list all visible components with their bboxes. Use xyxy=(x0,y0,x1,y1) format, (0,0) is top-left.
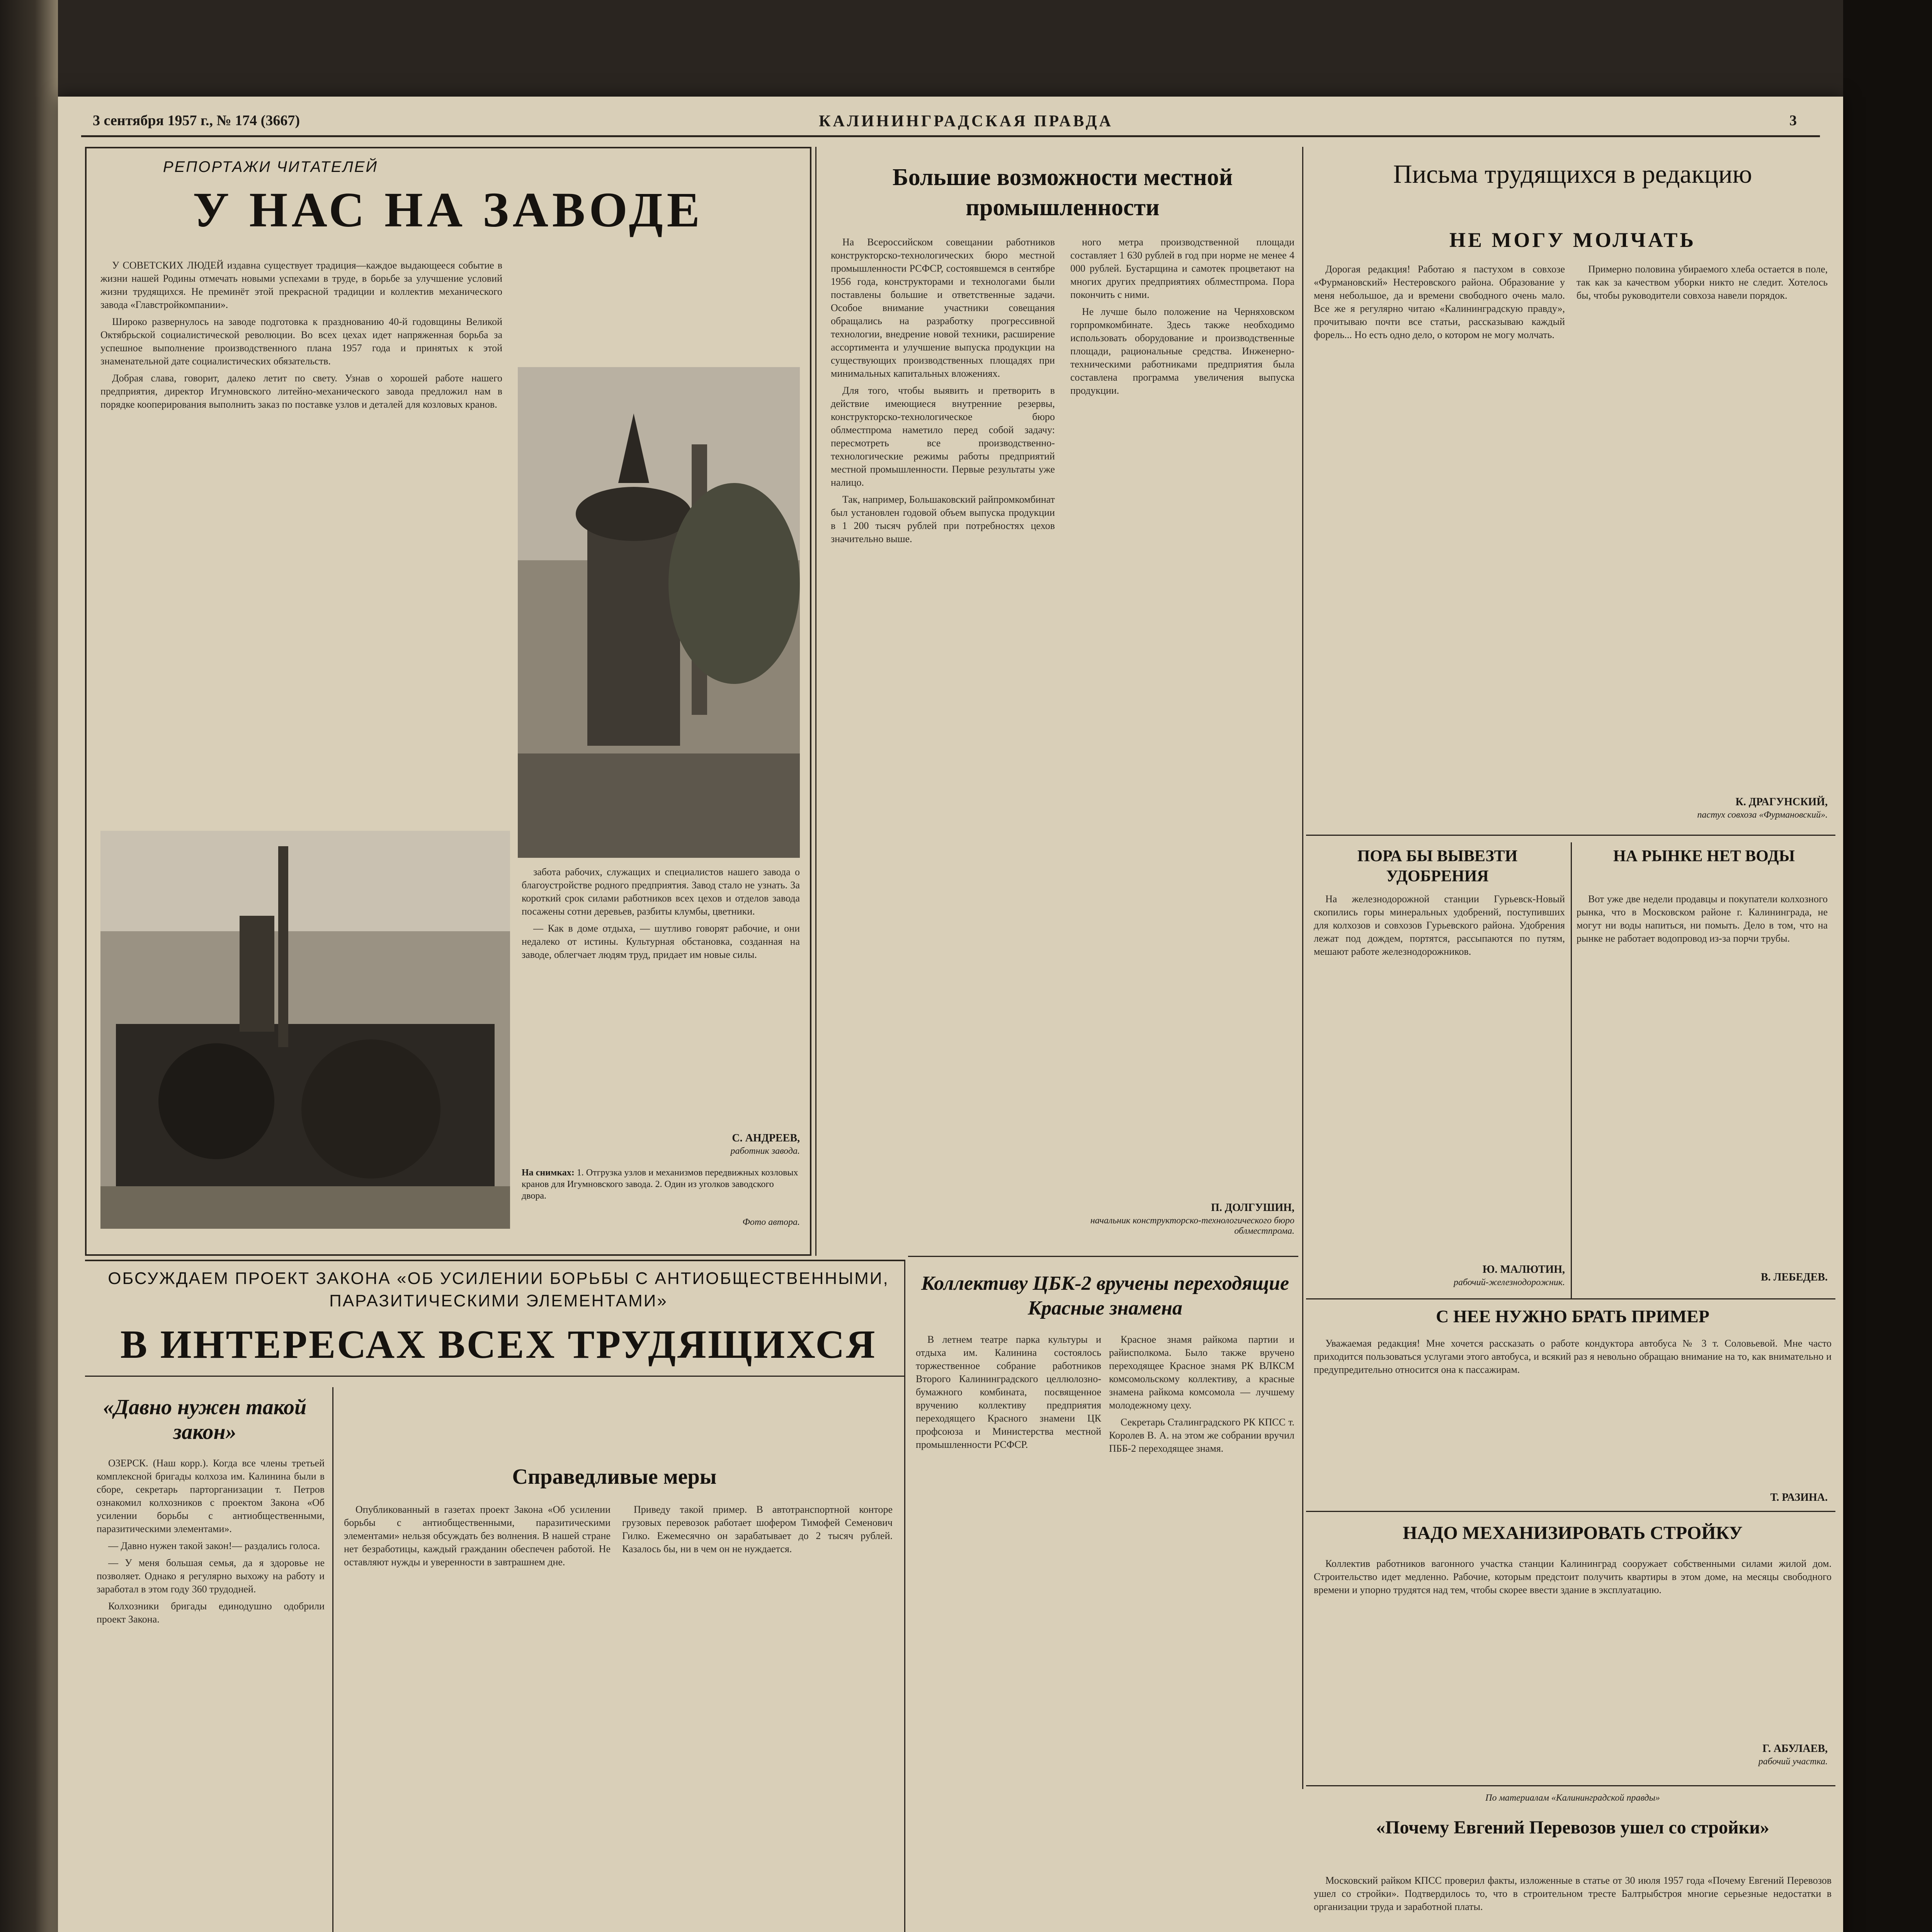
law-discussion-kicker: ОБСУЖДАЕМ ПРОЕКТ ЗАКОНА «ОБ УСИЛЕНИИ БОРЬБЫ С АНТИОБЩЕСТВЕННЫМИ, ПАРАЗИТИЧЕСКИМИ ЭЛЕМЕНТАМИ» xyxy=(108,1269,889,1310)
promysh-paragraph: Не лучше было положение на Черняховском горпромкомбинате. Здесь также необходимо использовать оборудование и производственные площади, рациональные средства. Инженерно-техническими работниками предприятия была составлена программа увеличения выпуска продукции. xyxy=(1070,306,1294,396)
caption-text: 1. Отгрузка узлов и механизмов передвижных козловых кранов для Игумновского завода. 2. Один из уголков заводского двора. xyxy=(522,1168,798,1201)
section-rule xyxy=(1306,1785,1835,1786)
cbk-paragraph: В летнем театре парка культуры и отдыха им. Калинина состоялось торжественное собрание работников Второго Калининградского целлюлозно-бумажного комбината, посвященное вручению коллективу предприятия переходящего Красного знамени ЦК профсоюза и Министерства местной промышленности РСФСР. xyxy=(916,1334,1101,1450)
issue-date: 3 сентября 1957 г., № 174 (3667) xyxy=(93,112,300,129)
newspaper-page xyxy=(58,97,1843,1932)
stroyka-headline: НАДО МЕХАНИЗИРОВАТЬ СТРОЙКУ xyxy=(1403,1523,1743,1543)
zavod-photo-caption xyxy=(522,1167,800,1202)
davno-paragraph: ОЗЕРСК. (Наш корр.). Когда все члены третьей комплексной бригады колхоза им. Калинина были в сборе, секретарь парторганизации т. Петров ознакомил колхозников с проектом Закона «Об усилении борьбы с антиобщественными, паразитическими элементами». xyxy=(97,1458,325,1534)
ne-mogu-author: К. ДРАГУНСКИЙ, xyxy=(1735,796,1828,808)
scan-background xyxy=(1843,0,1932,1932)
promysh-body-right xyxy=(1070,236,1294,1186)
ne-mogu-body-right xyxy=(1577,263,1828,788)
zavod-paragraph: Добрая слава, говорит, далеко летит по свету. Узнав о хорошей работе нашего предприятия, директор Игумновского литейно-механического завода предложил нам в порядке кооперирования выполнить заказ по поставке узлов и деталей для козловых кранов. xyxy=(100,372,502,410)
photo-crane xyxy=(100,831,510,1229)
perevozov-body xyxy=(1314,1874,1832,1932)
davno-body xyxy=(97,1457,325,1932)
davno-headline: «Давно нужен такой закон» xyxy=(103,1395,307,1444)
pravda-materials-label: По материалам «Калининградской правды» xyxy=(1485,1793,1660,1803)
section-rule xyxy=(1306,1511,1835,1512)
zavod-kicker: РЕПОРТАЖИ ЧИТАТЕЛЕЙ xyxy=(163,158,378,175)
primer-paragraph: Уважаемая редакция! Мне хочется рассказать о работе кондуктора автобуса № 3 т. Соловьевой. Мне часто приходится пользоваться услугами этого автобуса, и всякий раз я невольно обращаю внимание на то, как внимательно и предупредительно относится она к пассажирам. xyxy=(1314,1338,1832,1375)
davno-paragraph: — Давно нужен такой закон!— раздались голоса. xyxy=(108,1540,320,1551)
column-rule xyxy=(815,147,816,1256)
stroyka-body xyxy=(1314,1557,1832,1735)
zavod-paragraph: Широко развернулось на заводе подготовка к празднованию 40-й годовщины Великой Октябрьской социалистической революции. Во всех цехах идет напряженная борьба за успешное выполнение производственного плана 1957 года и принятых к этой знаменательной дате социалистических обязательств. xyxy=(100,316,502,367)
photo-monument-image xyxy=(518,367,800,858)
header-rule xyxy=(81,135,1820,137)
ne-mogu-body-left xyxy=(1314,263,1565,819)
cbk-body-right xyxy=(1109,1333,1294,1932)
cbk-paragraph: Секретарь Сталинградского РК КПСС т. Королев В. А. на этом же собрании вручил ПББ-2 переходящее знамя. xyxy=(1109,1417,1294,1454)
caption-label: На снимках: xyxy=(522,1168,575,1178)
photo-crane-image xyxy=(100,831,510,1229)
davno-paragraph: — У меня большая семья, да я здоровье не позволяет. Однако я регулярно выхожу на работу и заработал в этом году 360 трудодней. xyxy=(97,1557,325,1595)
column-rule xyxy=(904,1260,905,1932)
zavod-body-right xyxy=(522,866,800,1121)
section-rule xyxy=(1306,1298,1835,1299)
udobreniya-headline: ПОРА БЫ ВЫВЕЗТИ УДОБРЕНИЯ xyxy=(1357,847,1518,885)
promysh-paragraph: На Всероссийском совещании работников конструкторско-технологических бюро местной промышленности РСФСР, состоявшемся в сентябре 1956 года, конструкторами и технологами были поставлены большие и ответственные задачи. Особое внимание участники совещания обращались на разработку прогрессивной технологии, внедрение новой техники, расширение ассортимента и улучшение выпуска продукции на существующих производственных площадях при минимальных капитальных вложениях. xyxy=(831,236,1055,379)
zavod-author: С. АНДРЕЕВ, xyxy=(732,1132,800,1144)
stroyka-author-role: рабочий участка. xyxy=(1758,1757,1828,1767)
udobreniya-author: Ю. МАЛЮТИН, xyxy=(1482,1264,1565,1276)
zavod-paragraph: забота рабочих, служащих и специалистов нашего завода о благоустройстве родного предприятия. Завод стало не узнать. За короткий срок силами работников всех цехов и отделов завода посажены сотни деревьев, разбиты клумбы, цветники. xyxy=(522,866,800,917)
zavod-photo-credit: Фото автора. xyxy=(742,1217,800,1227)
rynok-author: В. ЛЕБЕДЕВ. xyxy=(1760,1271,1828,1283)
column-rule xyxy=(1571,842,1572,1298)
stroyka-author: Г. АБУЛАЕВ, xyxy=(1762,1743,1828,1755)
zavod-body xyxy=(100,259,502,808)
perevozov-paragraph: Московский райком КПСС проверил факты, изложенные в статье от 30 июля 1957 года «Почему Евгений Перевозов ушел со стройки». Подтвердилось то, что в строительном тресте Балтрыбстроя многие серьезные недостатки в организации труда и заработной платы. xyxy=(1314,1875,1832,1912)
book-binding-gutter xyxy=(0,0,58,1932)
zavod-paragraph: — Как в доме отдыха, — шутливо говорят рабочие, и они недалеко от истины. Культурная обстановка, созданная на заводе, облегчает людям труд, придает им новые силы. xyxy=(522,923,800,960)
section-rule xyxy=(85,1260,904,1261)
letters-headline: Письма трудящихся в редакцию xyxy=(1393,159,1752,189)
udobreniya-body xyxy=(1314,893,1565,1256)
primer-body xyxy=(1314,1337,1832,1484)
promysh-headline: Большие возможности местной промышленности xyxy=(892,164,1233,221)
section-rule xyxy=(1306,835,1835,836)
photo-monument xyxy=(518,367,800,858)
stroyka-paragraph: Коллектив работников вагонного участка станции Калининград сооружает собственными силами жилой дом. Строительство идет медленно. Рабочие, которым предстоит получить квартиры в этом доме, на месяцы свободного времени и упорно трудятся над тем, чтобы скорее ввести здание в эксплуатацию. xyxy=(1314,1558,1832,1595)
udobreniya-paragraph: На железнодорожной станции Гурьевск-Новый скопились горы минеральных удобрений, поступивших для колхозов и совхозов Гурьевского района. Удобрения лежат под дождем, портятся, рассыпаются по путям, мешают работе железнодорожников. xyxy=(1314,893,1565,957)
ne-mogu-paragraph: Примерно половина убираемого хлеба остается в поле, так как за качеством уборки никто не следит. Хотелось бы, чтобы руководители совхоза навели порядок. xyxy=(1577,264,1828,301)
section-rule xyxy=(85,1376,904,1377)
perevozov-headline: «Почему Евгений Перевозов ушел со стройки» xyxy=(1376,1817,1769,1838)
promysh-author: П. ДОЛГУШИН, xyxy=(1211,1202,1294,1214)
promysh-paragraph: ного метра производственной площади составляет 1 630 рублей в год при норме не менее 4 000 рублей. Бустарщина и самотек процветают на многих других предприятиях облместпрома. Пора покончить с ними. xyxy=(1070,236,1294,300)
zavod-headline: У НАС НА ЗАВОДЕ xyxy=(193,182,704,237)
page-number: 3 xyxy=(1789,112,1797,129)
promysh-author-role: начальник конструкторско-технологического бюро облместпрома. xyxy=(1090,1216,1294,1236)
section-rule xyxy=(908,1256,1298,1257)
promysh-paragraph: Так, например, Большаковский райпромкомбинат был установлен годовой объем выпуска продукции в 1 200 тысяч рублей при потребностях цехов значительно выше. xyxy=(831,494,1055,544)
spravedlivye-body-right xyxy=(622,1503,893,1920)
cbk-headline: Коллективу ЦБК-2 вручены переходящие Красные знамена xyxy=(921,1272,1289,1319)
cbk-paragraph: Красное знамя райкома партии и райисполкома. Было также вручено переходящее Красное знамя РК ВЛКСМ комсомольскому коллективу, а красные знамена райкома комсомола — лучшему молодежному цеху. xyxy=(1109,1334,1294,1411)
promysh-paragraph: Для того, чтобы выявить и претворить в действие имеющиеся внутренние резервы, конструкторско-технологическое бюро облместпрома наметило перед собой задачу: пересмотреть все производственно-технологические режимы работы предприятий местной промышленности. Первые результаты уже налицо. xyxy=(831,385,1055,488)
rynok-body xyxy=(1577,893,1828,1256)
ne-mogu-author-role: пастух совхоза «Фурмановский». xyxy=(1697,810,1828,820)
column-rule xyxy=(332,1387,333,1932)
cbk-body-left xyxy=(916,1333,1101,1932)
promysh-body-left xyxy=(831,236,1055,1248)
spravedlivye-paragraph: Приведу такой пример. В автотранспортной конторе грузовых перевозок работает шофером Тимофей Семенович Гилко. Ежемесячно он зарабатывает до 2 тысяч рублей. Казалось бы, ни в чем он не нуждается. xyxy=(622,1504,893,1554)
newspaper-title: КАЛИНИНГРАДСКАЯ ПРАВДА xyxy=(819,112,1113,130)
column-rule xyxy=(1302,147,1303,1789)
udobreniya-author-role: рабочий-железнодорожник. xyxy=(1454,1277,1565,1287)
law-discussion-headline: В ИНТЕРЕСАХ ВСЕХ ТРУДЯЩИХСЯ xyxy=(120,1322,877,1367)
primer-headline: С НЕЕ НУЖНО БРАТЬ ПРИМЕР xyxy=(1436,1306,1709,1326)
davno-paragraph: Колхозники бригады единодушно одобрили проект Закона. xyxy=(97,1600,325,1625)
ne-mogu-paragraph: Дорогая редакция! Работаю я пастухом в совхозе «Фурмановский» Нестеровского района. Образование у меня небольшое, да и времени свободного очень мало. Все же я регулярно читаю «Калининградскую правду», прочитываю почти все статьи, рассказываю каждый форель... Но есть одно дело, о котором не могу молчать. xyxy=(1314,264,1565,340)
spravedlivye-headline: Справедливые меры xyxy=(512,1465,717,1489)
rynok-paragraph: Вот уже две недели продавцы и покупатели колхозного рынка, что в Московском районе г. Калининграда, не могут ни воды напиться, ни помыть. Дело в том, что на рынке не работает водопровод из-за порчи трубы. xyxy=(1577,893,1828,944)
rynok-headline: НА РЫНКЕ НЕТ ВОДЫ xyxy=(1613,847,1795,865)
zavod-author-role: работник завода. xyxy=(730,1146,800,1156)
spravedlivye-body-left xyxy=(344,1503,611,1932)
ne-mogu-headline: НЕ МОГУ МОЛЧАТЬ xyxy=(1449,228,1696,252)
spravedlivye-paragraph: Опубликованный в газетах проект Закона «Об усилении борьбы с антиобщественными, паразитическими элементами» нельзя обсуждать без волнения. В нашей стране нет безработицы, каждый гражданин обеспечен работой. Не оставляют нужды и уверенности в завтрашнем дне. xyxy=(344,1504,611,1568)
primer-author: Т. РАЗИНА. xyxy=(1770,1492,1828,1503)
zavod-intro: У СОВЕТСКИХ ЛЮДЕЙ издавна существует традиция—каждое выдающееся событие в жизни нашей Родины отмечать новыми успехами в труде, в борьбе за улучшение условий жизни трудящихся. Не преминёт этой прекрасной традиции и коллектив механического завода «Главстройкомпании». xyxy=(100,260,502,310)
